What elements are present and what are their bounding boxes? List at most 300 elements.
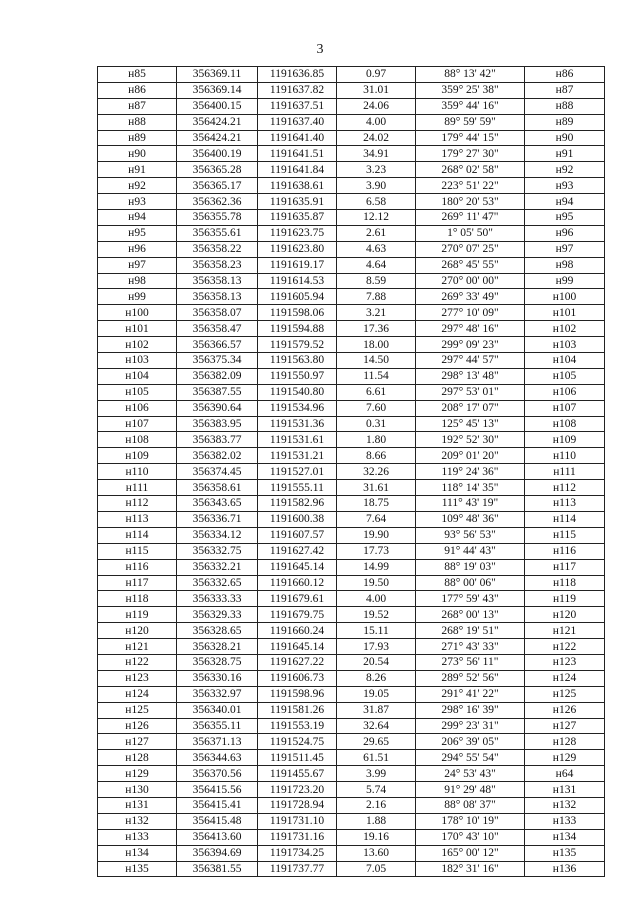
x-coordinate-cell: 356328.21 <box>177 639 258 655</box>
distance-cell: 4.64 <box>337 257 416 273</box>
point-to-cell: н89 <box>525 114 605 130</box>
y-coordinate-cell: 1191598.96 <box>258 686 337 702</box>
table-row <box>98 432 605 448</box>
y-coordinate-cell: 1191660.12 <box>258 575 337 591</box>
bearing-cell: 1° 05' 50" <box>416 225 525 241</box>
x-coordinate-cell: 356340.01 <box>177 702 258 718</box>
distance-cell: 32.26 <box>337 464 416 480</box>
x-coordinate-cell: 356374.45 <box>177 464 258 480</box>
point-from-cell: н102 <box>98 337 177 353</box>
y-coordinate-cell: 1191619.17 <box>258 257 337 273</box>
y-coordinate-cell: 1191641.51 <box>258 146 337 162</box>
x-coordinate-cell: 356390.64 <box>177 400 258 416</box>
y-coordinate-cell: 1191728.94 <box>258 797 337 813</box>
y-coordinate-cell: 1191627.42 <box>258 543 337 559</box>
y-coordinate-cell: 1191638.61 <box>258 178 337 194</box>
bearing-cell: 89° 59' 59" <box>416 114 525 130</box>
x-coordinate-cell: 356358.23 <box>177 257 258 273</box>
table-row <box>98 813 605 829</box>
distance-cell: 0.31 <box>337 416 416 432</box>
x-coordinate-cell: 356329.33 <box>177 607 258 623</box>
bearing-cell: 223° 51' 22" <box>416 178 525 194</box>
point-to-cell: н111 <box>525 464 605 480</box>
y-coordinate-cell: 1191582.96 <box>258 496 337 512</box>
distance-cell: 4.63 <box>337 241 416 257</box>
point-to-cell: н121 <box>525 623 605 639</box>
bearing-cell: 271° 43' 33" <box>416 639 525 655</box>
point-to-cell: н136 <box>525 861 605 877</box>
point-from-cell: н87 <box>98 98 177 114</box>
x-coordinate-cell: 356344.63 <box>177 750 258 766</box>
distance-cell: 17.73 <box>337 543 416 559</box>
distance-cell: 20.54 <box>337 654 416 670</box>
point-to-cell: н127 <box>525 718 605 734</box>
distance-cell: 1.88 <box>337 813 416 829</box>
distance-cell: 14.99 <box>337 559 416 575</box>
point-from-cell: н131 <box>98 797 177 813</box>
y-coordinate-cell: 1191550.97 <box>258 368 337 384</box>
distance-cell: 0.97 <box>337 67 416 83</box>
x-coordinate-cell: 356355.61 <box>177 225 258 241</box>
point-from-cell: н112 <box>98 496 177 512</box>
distance-cell: 3.23 <box>337 162 416 178</box>
y-coordinate-cell: 1191641.84 <box>258 162 337 178</box>
point-from-cell: н115 <box>98 543 177 559</box>
distance-cell: 7.60 <box>337 400 416 416</box>
point-to-cell: н113 <box>525 496 605 512</box>
point-from-cell: н93 <box>98 194 177 210</box>
point-to-cell: н134 <box>525 829 605 845</box>
table-row <box>98 766 605 782</box>
y-coordinate-cell: 1191524.75 <box>258 734 337 750</box>
point-from-cell: н94 <box>98 210 177 226</box>
x-coordinate-cell: 356355.11 <box>177 718 258 734</box>
bearing-cell: 119° 24' 36" <box>416 464 525 480</box>
point-to-cell: н131 <box>525 782 605 798</box>
point-from-cell: н108 <box>98 432 177 448</box>
distance-cell: 17.93 <box>337 639 416 655</box>
bearing-cell: 109° 48' 36" <box>416 511 525 527</box>
bearing-cell: 88° 19' 03" <box>416 559 525 575</box>
point-to-cell: н99 <box>525 273 605 289</box>
bearing-cell: 111° 43' 19" <box>416 496 525 512</box>
distance-cell: 13.60 <box>337 845 416 861</box>
distance-cell: 32.64 <box>337 718 416 734</box>
table-row <box>98 718 605 734</box>
table-row <box>98 559 605 575</box>
y-coordinate-cell: 1191635.91 <box>258 194 337 210</box>
bearing-cell: 88° 08' 37" <box>416 797 525 813</box>
bearing-cell: 298° 13' 48" <box>416 368 525 384</box>
point-from-cell: н126 <box>98 718 177 734</box>
x-coordinate-cell: 356413.60 <box>177 829 258 845</box>
table-row <box>98 305 605 321</box>
y-coordinate-cell: 1191563.80 <box>258 353 337 369</box>
bearing-cell: 297° 53' 01" <box>416 384 525 400</box>
x-coordinate-cell: 356334.12 <box>177 527 258 543</box>
point-to-cell: н98 <box>525 257 605 273</box>
bearing-cell: 209° 01' 20" <box>416 448 525 464</box>
distance-cell: 8.59 <box>337 273 416 289</box>
table-row <box>98 289 605 305</box>
table-row <box>98 257 605 273</box>
table-row <box>98 511 605 527</box>
y-coordinate-cell: 1191555.11 <box>258 480 337 496</box>
point-to-cell: н92 <box>525 162 605 178</box>
table-row <box>98 623 605 639</box>
point-to-cell: н103 <box>525 337 605 353</box>
point-to-cell: н133 <box>525 813 605 829</box>
point-to-cell: н108 <box>525 416 605 432</box>
distance-cell: 2.61 <box>337 225 416 241</box>
x-coordinate-cell: 356362.36 <box>177 194 258 210</box>
table-row <box>98 146 605 162</box>
point-to-cell: н119 <box>525 591 605 607</box>
point-from-cell: н96 <box>98 241 177 257</box>
table-row <box>98 750 605 766</box>
distance-cell: 31.01 <box>337 82 416 98</box>
y-coordinate-cell: 1191734.25 <box>258 845 337 861</box>
x-coordinate-cell: 356400.19 <box>177 146 258 162</box>
y-coordinate-cell: 1191581.26 <box>258 702 337 718</box>
point-from-cell: н97 <box>98 257 177 273</box>
bearing-cell: 273° 56' 11" <box>416 654 525 670</box>
point-from-cell: н90 <box>98 146 177 162</box>
table-row <box>98 527 605 543</box>
table-row <box>98 782 605 798</box>
point-from-cell: н118 <box>98 591 177 607</box>
table-row <box>98 225 605 241</box>
distance-cell: 24.02 <box>337 130 416 146</box>
bearing-cell: 91° 44' 43" <box>416 543 525 559</box>
point-from-cell: н132 <box>98 813 177 829</box>
y-coordinate-cell: 1191531.21 <box>258 448 337 464</box>
point-from-cell: н127 <box>98 734 177 750</box>
bearing-cell: 88° 13' 42" <box>416 67 525 83</box>
bearing-cell: 268° 00' 13" <box>416 607 525 623</box>
bearing-cell: 179° 44' 15" <box>416 130 525 146</box>
point-from-cell: н91 <box>98 162 177 178</box>
y-coordinate-cell: 1191623.80 <box>258 241 337 257</box>
point-to-cell: н105 <box>525 368 605 384</box>
point-from-cell: н130 <box>98 782 177 798</box>
y-coordinate-cell: 1191637.82 <box>258 82 337 98</box>
point-to-cell: н102 <box>525 321 605 337</box>
distance-cell: 31.61 <box>337 480 416 496</box>
point-to-cell: н95 <box>525 210 605 226</box>
distance-cell: 3.21 <box>337 305 416 321</box>
bearing-cell: 277° 10' 09" <box>416 305 525 321</box>
x-coordinate-cell: 356382.09 <box>177 368 258 384</box>
distance-cell: 24.06 <box>337 98 416 114</box>
table-row <box>98 67 605 83</box>
distance-cell: 8.26 <box>337 670 416 686</box>
point-to-cell: н93 <box>525 178 605 194</box>
x-coordinate-cell: 356332.97 <box>177 686 258 702</box>
table-row <box>98 353 605 369</box>
point-from-cell: н107 <box>98 416 177 432</box>
point-to-cell: н116 <box>525 543 605 559</box>
x-coordinate-cell: 356400.15 <box>177 98 258 114</box>
table-row <box>98 702 605 718</box>
point-to-cell: н110 <box>525 448 605 464</box>
bearing-cell: 269° 11' 47" <box>416 210 525 226</box>
y-coordinate-cell: 1191606.73 <box>258 670 337 686</box>
bearing-cell: 182° 31' 16" <box>416 861 525 877</box>
x-coordinate-cell: 356332.75 <box>177 543 258 559</box>
point-to-cell: н132 <box>525 797 605 813</box>
bearing-cell: 297° 44' 57" <box>416 353 525 369</box>
point-to-cell: н107 <box>525 400 605 416</box>
table-row <box>98 591 605 607</box>
x-coordinate-cell: 356369.14 <box>177 82 258 98</box>
y-coordinate-cell: 1191723.20 <box>258 782 337 798</box>
distance-cell: 12.12 <box>337 210 416 226</box>
distance-cell: 3.99 <box>337 766 416 782</box>
table-row <box>98 686 605 702</box>
point-from-cell: н92 <box>98 178 177 194</box>
y-coordinate-cell: 1191531.36 <box>258 416 337 432</box>
y-coordinate-cell: 1191605.94 <box>258 289 337 305</box>
point-from-cell: н104 <box>98 368 177 384</box>
distance-cell: 19.05 <box>337 686 416 702</box>
bearing-cell: 268° 02' 58" <box>416 162 525 178</box>
point-to-cell: н94 <box>525 194 605 210</box>
y-coordinate-cell: 1191627.22 <box>258 654 337 670</box>
table-row <box>98 416 605 432</box>
point-to-cell: н112 <box>525 480 605 496</box>
point-to-cell: н86 <box>525 67 605 83</box>
point-to-cell: н124 <box>525 670 605 686</box>
x-coordinate-cell: 356424.21 <box>177 114 258 130</box>
x-coordinate-cell: 356328.65 <box>177 623 258 639</box>
point-from-cell: н114 <box>98 527 177 543</box>
table-row <box>98 321 605 337</box>
table-row <box>98 861 605 877</box>
x-coordinate-cell: 356383.77 <box>177 432 258 448</box>
x-coordinate-cell: 356358.13 <box>177 273 258 289</box>
table-row <box>98 654 605 670</box>
point-to-cell: н90 <box>525 130 605 146</box>
point-from-cell: н124 <box>98 686 177 702</box>
point-to-cell: н101 <box>525 305 605 321</box>
distance-cell: 8.66 <box>337 448 416 464</box>
x-coordinate-cell: 356383.95 <box>177 416 258 432</box>
point-from-cell: н120 <box>98 623 177 639</box>
point-to-cell: н96 <box>525 225 605 241</box>
x-coordinate-cell: 356333.33 <box>177 591 258 607</box>
table-row <box>98 130 605 146</box>
bearing-cell: 291° 41' 22" <box>416 686 525 702</box>
x-coordinate-cell: 356358.07 <box>177 305 258 321</box>
point-from-cell: н125 <box>98 702 177 718</box>
distance-cell: 19.90 <box>337 527 416 543</box>
table-row <box>98 543 605 559</box>
distance-cell: 4.00 <box>337 114 416 130</box>
point-from-cell: н100 <box>98 305 177 321</box>
point-from-cell: н85 <box>98 67 177 83</box>
distance-cell: 4.00 <box>337 591 416 607</box>
y-coordinate-cell: 1191511.45 <box>258 750 337 766</box>
point-from-cell: н111 <box>98 480 177 496</box>
table-row <box>98 210 605 226</box>
table-row <box>98 241 605 257</box>
x-coordinate-cell: 356332.21 <box>177 559 258 575</box>
table-row <box>98 273 605 289</box>
bearing-cell: 269° 33' 49" <box>416 289 525 305</box>
x-coordinate-cell: 356365.17 <box>177 178 258 194</box>
table-row <box>98 797 605 813</box>
point-to-cell: н88 <box>525 98 605 114</box>
x-coordinate-cell: 356332.65 <box>177 575 258 591</box>
bearing-cell: 359° 44' 16" <box>416 98 525 114</box>
point-from-cell: н98 <box>98 273 177 289</box>
page-number: 3 <box>316 42 324 57</box>
point-to-cell: н106 <box>525 384 605 400</box>
bearing-cell: 88° 00' 06" <box>416 575 525 591</box>
point-to-cell: н100 <box>525 289 605 305</box>
y-coordinate-cell: 1191636.85 <box>258 67 337 83</box>
table-row <box>98 337 605 353</box>
bearing-cell: 294° 55' 54" <box>416 750 525 766</box>
x-coordinate-cell: 356415.56 <box>177 782 258 798</box>
point-from-cell: н135 <box>98 861 177 877</box>
bearing-cell: 270° 00' 00" <box>416 273 525 289</box>
y-coordinate-cell: 1191637.51 <box>258 98 337 114</box>
table-row <box>98 496 605 512</box>
point-from-cell: н110 <box>98 464 177 480</box>
y-coordinate-cell: 1191635.87 <box>258 210 337 226</box>
point-from-cell: н105 <box>98 384 177 400</box>
x-coordinate-cell: 356381.55 <box>177 861 258 877</box>
point-to-cell: н87 <box>525 82 605 98</box>
bearing-cell: 178° 10' 19" <box>416 813 525 829</box>
point-from-cell: н109 <box>98 448 177 464</box>
y-coordinate-cell: 1191455.67 <box>258 766 337 782</box>
y-coordinate-cell: 1191731.10 <box>258 813 337 829</box>
point-to-cell: н114 <box>525 511 605 527</box>
table-row <box>98 829 605 845</box>
distance-cell: 61.51 <box>337 750 416 766</box>
table-row <box>98 162 605 178</box>
point-to-cell: н128 <box>525 734 605 750</box>
distance-cell: 5.74 <box>337 782 416 798</box>
y-coordinate-cell: 1191731.16 <box>258 829 337 845</box>
table-row <box>98 670 605 686</box>
distance-cell: 31.87 <box>337 702 416 718</box>
distance-cell: 18.75 <box>337 496 416 512</box>
point-to-cell: н135 <box>525 845 605 861</box>
distance-cell: 7.05 <box>337 861 416 877</box>
x-coordinate-cell: 356382.02 <box>177 448 258 464</box>
distance-cell: 17.36 <box>337 321 416 337</box>
point-to-cell: н125 <box>525 686 605 702</box>
point-from-cell: н122 <box>98 654 177 670</box>
bearing-cell: 91° 29' 48" <box>416 782 525 798</box>
y-coordinate-cell: 1191607.57 <box>258 527 337 543</box>
y-coordinate-cell: 1191623.75 <box>258 225 337 241</box>
point-from-cell: н106 <box>98 400 177 416</box>
y-coordinate-cell: 1191579.52 <box>258 337 337 353</box>
point-to-cell: н64 <box>525 766 605 782</box>
point-to-cell: н117 <box>525 559 605 575</box>
point-to-cell: н123 <box>525 654 605 670</box>
distance-cell: 7.64 <box>337 511 416 527</box>
bearing-cell: 177° 59' 43" <box>416 591 525 607</box>
bearing-cell: 270° 07' 25" <box>416 241 525 257</box>
distance-cell: 2.16 <box>337 797 416 813</box>
point-from-cell: н133 <box>98 829 177 845</box>
distance-cell: 6.58 <box>337 194 416 210</box>
y-coordinate-cell: 1191531.61 <box>258 432 337 448</box>
x-coordinate-cell: 356415.41 <box>177 797 258 813</box>
point-from-cell: н128 <box>98 750 177 766</box>
y-coordinate-cell: 1191660.24 <box>258 623 337 639</box>
point-from-cell: н86 <box>98 82 177 98</box>
x-coordinate-cell: 356358.22 <box>177 241 258 257</box>
point-from-cell: н121 <box>98 639 177 655</box>
bearing-cell: 268° 45' 55" <box>416 257 525 273</box>
coordinates-table-body <box>98 67 605 877</box>
table-row <box>98 98 605 114</box>
y-coordinate-cell: 1191645.14 <box>258 639 337 655</box>
y-coordinate-cell: 1191679.61 <box>258 591 337 607</box>
table-row <box>98 194 605 210</box>
distance-cell: 19.52 <box>337 607 416 623</box>
point-from-cell: н119 <box>98 607 177 623</box>
bearing-cell: 165° 00' 12" <box>416 845 525 861</box>
table-row <box>98 734 605 750</box>
distance-cell: 34.91 <box>337 146 416 162</box>
point-to-cell: н97 <box>525 241 605 257</box>
y-coordinate-cell: 1191540.80 <box>258 384 337 400</box>
point-to-cell: н115 <box>525 527 605 543</box>
distance-cell: 1.80 <box>337 432 416 448</box>
x-coordinate-cell: 356343.65 <box>177 496 258 512</box>
x-coordinate-cell: 356328.75 <box>177 654 258 670</box>
y-coordinate-cell: 1191679.75 <box>258 607 337 623</box>
distance-cell: 11.54 <box>337 368 416 384</box>
point-from-cell: н116 <box>98 559 177 575</box>
x-coordinate-cell: 356365.28 <box>177 162 258 178</box>
table-row <box>98 607 605 623</box>
distance-cell: 18.00 <box>337 337 416 353</box>
point-from-cell: н123 <box>98 670 177 686</box>
bearing-cell: 297° 48' 16" <box>416 321 525 337</box>
bearing-cell: 93° 56' 53" <box>416 527 525 543</box>
bearing-cell: 208° 17' 07" <box>416 400 525 416</box>
distance-cell: 3.90 <box>337 178 416 194</box>
distance-cell: 19.16 <box>337 829 416 845</box>
point-from-cell: н89 <box>98 130 177 146</box>
x-coordinate-cell: 356387.55 <box>177 384 258 400</box>
distance-cell: 7.88 <box>337 289 416 305</box>
y-coordinate-cell: 1191553.19 <box>258 718 337 734</box>
bearing-cell: 206° 39' 05" <box>416 734 525 750</box>
y-coordinate-cell: 1191637.40 <box>258 114 337 130</box>
point-from-cell: н88 <box>98 114 177 130</box>
table-row <box>98 384 605 400</box>
x-coordinate-cell: 356330.16 <box>177 670 258 686</box>
bearing-cell: 289° 52' 56" <box>416 670 525 686</box>
table-row <box>98 448 605 464</box>
y-coordinate-cell: 1191594.88 <box>258 321 337 337</box>
y-coordinate-cell: 1191737.77 <box>258 861 337 877</box>
x-coordinate-cell: 356424.21 <box>177 130 258 146</box>
point-from-cell: н129 <box>98 766 177 782</box>
x-coordinate-cell: 356366.57 <box>177 337 258 353</box>
point-to-cell: н118 <box>525 575 605 591</box>
